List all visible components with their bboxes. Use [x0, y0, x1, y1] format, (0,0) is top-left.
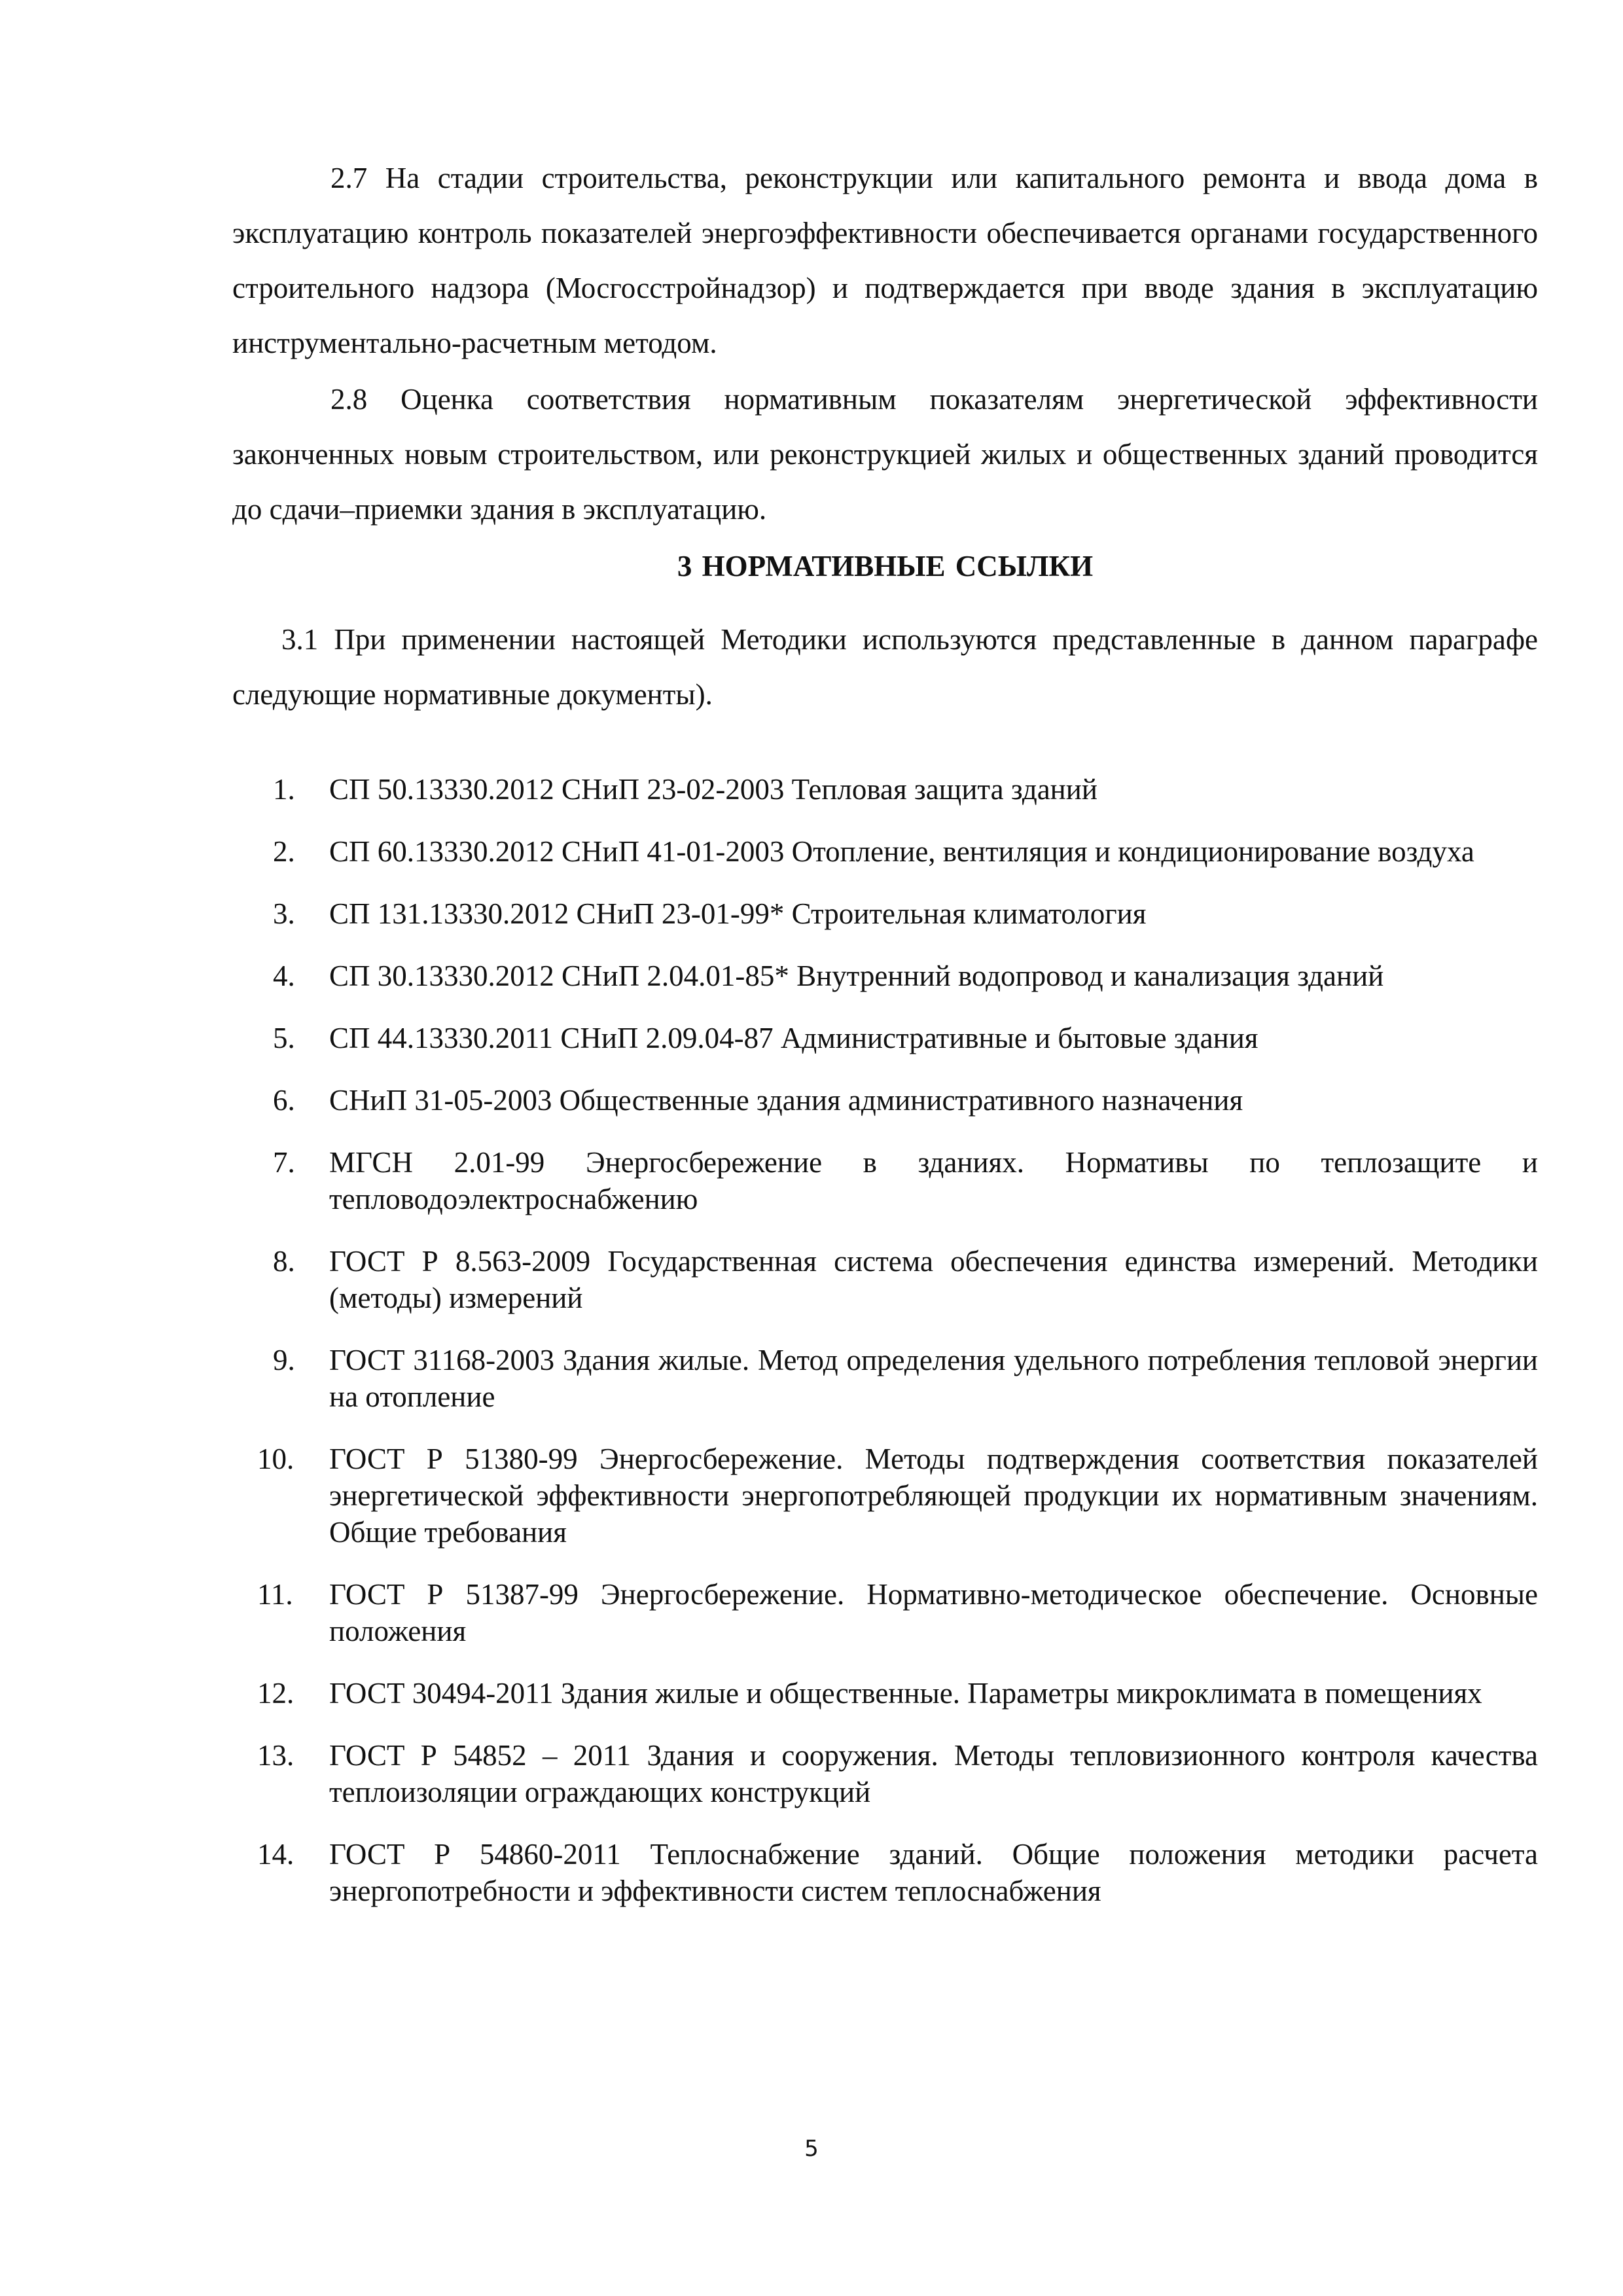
section-heading: 3 НОРМАТИВНЫЕ ССЫЛКИ [677, 550, 1094, 583]
reference-text: СП 30.13330.2012 СНиП 2.04.01-85* Внутренний водопровод и канализация зданий [329, 960, 1384, 992]
reference-text: СП 60.13330.2012 СНиП 41-01-2003 Отопление, вентиляция и кондиционирование воздуха [329, 835, 1474, 868]
reference-text: СНиП 31-05-2003 Общественные здания административного назначения [329, 1084, 1243, 1117]
reference-number: 14. [257, 1838, 294, 1871]
reference-item [232, 1144, 1538, 1217]
reference-text: СП 131.13330.2012 СНиП 23-01-99* Строительная климатология [329, 897, 1147, 930]
reference-text: ГОСТ Р 54852 – 2011 Здания и сооружения. Методы тепловизионного контроля качества теплоизоляции ограждающих конструкций [329, 1739, 1538, 1808]
reference-number: 13. [257, 1739, 294, 1772]
reference-item [232, 1441, 1538, 1551]
reference-item [232, 958, 1538, 994]
paragraph-2-8: 2.8 Оценка соответствия нормативным показателям энергетической эффективности законченных новым строительством, или реконструкцией жилых и общественных зданий проводится до сдачи–приемки здания в эксплуатацию. [232, 383, 1538, 526]
reference-number: 7. [273, 1146, 295, 1179]
reference-number: 8. [273, 1245, 295, 1278]
reference-number: 12. [257, 1677, 294, 1710]
reference-number: 2. [273, 835, 295, 868]
reference-text: ГОСТ Р 51387-99 Энергосбережение. Нормативно-методическое обеспечение. Основные положения [329, 1578, 1538, 1647]
reference-text: ГОСТ Р 8.563-2009 Государственная система обеспечения единства измерений. Методики (методы) измерений [329, 1245, 1538, 1314]
reference-item [232, 1737, 1538, 1810]
reference-number: 5. [273, 1022, 295, 1054]
reference-item [232, 1020, 1538, 1056]
reference-item [232, 771, 1538, 808]
reference-number: 10. [257, 1443, 294, 1475]
reference-item [232, 895, 1538, 932]
reference-item [232, 1342, 1538, 1415]
paragraph-2-7: 2.7 На стадии строительства, реконструкции или капитального ремонта и ввода дома в эксплуатацию контроль показателей энергоэффективности обеспечивается органами государственного строительного надзора (Мосгосстройнадзор) и подтверждается при вводе здания в эксплуатацию инструментально-расчетным методом. [232, 162, 1538, 359]
reference-list [232, 771, 1538, 1935]
reference-item [232, 1675, 1538, 1712]
reference-number: 4. [273, 960, 295, 992]
reference-text: ГОСТ 30494-2011 Здания жилые и общественные. Параметры микроклимата в помещениях [329, 1677, 1482, 1710]
reference-number: 6. [273, 1084, 295, 1117]
reference-number: 3. [273, 897, 295, 930]
reference-text: СП 50.13330.2012 СНиП 23-02-2003 Тепловая защита зданий [329, 773, 1097, 806]
reference-text: ГОСТ Р 54860-2011 Теплоснабжение зданий. Общие положения методики расчета энергопотребности и эффективности систем теплоснабжения [329, 1838, 1538, 1907]
reference-item [232, 1836, 1538, 1909]
reference-text: ГОСТ Р 51380-99 Энергосбережение. Методы подтверждения соответствия показателей энергетической эффективности энергопотребляющей продукции их нормативным значениям. Общие требования [329, 1443, 1538, 1549]
reference-item [232, 1082, 1538, 1119]
reference-text: МГСН 2.01-99 Энергосбережение в зданиях. Нормативы по теплозащите и тепловодоэлектроснабжению [329, 1146, 1538, 1215]
reference-number: 11. [257, 1578, 293, 1611]
reference-item [232, 1243, 1538, 1316]
reference-number: 9. [273, 1344, 295, 1376]
reference-text: ГОСТ 31168-2003 Здания жилые. Метод определения удельного потребления тепловой энергии на отопление [329, 1344, 1538, 1413]
reference-text: СП 44.13330.2011 СНиП 2.09.04-87 Административные и бытовые здания [329, 1022, 1258, 1054]
page-number: 5 [804, 2136, 819, 2162]
paragraph-3-1: 3.1 При применении настоящей Методики используются представленные в данном параграфе следующие нормативные документы). [232, 623, 1538, 711]
reference-item [232, 1576, 1538, 1649]
reference-item [232, 833, 1538, 870]
reference-number: 1. [273, 773, 295, 806]
